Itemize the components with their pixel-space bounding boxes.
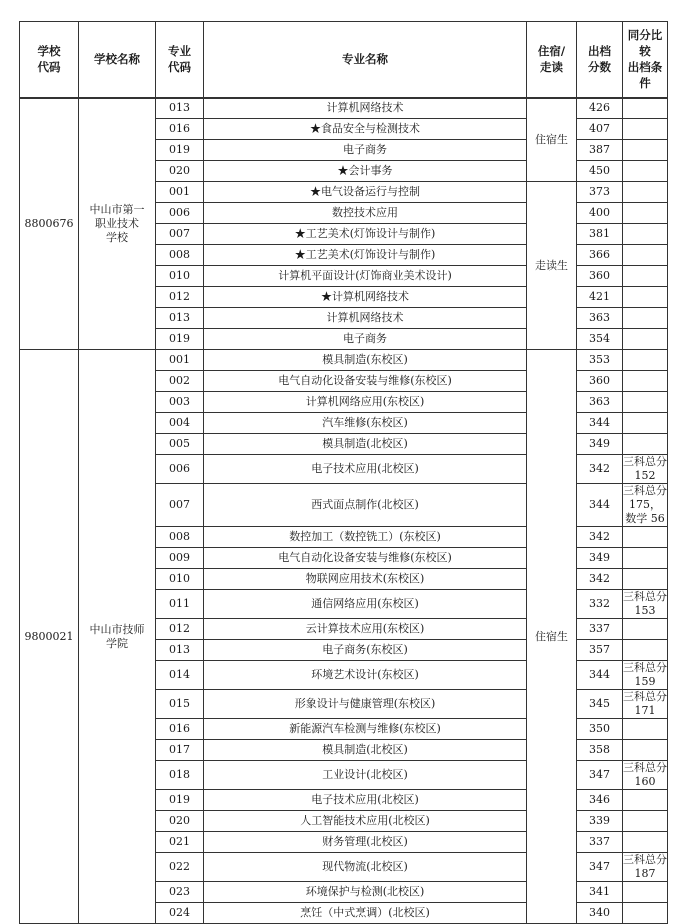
school-name-cell (79, 350, 156, 924)
major-name-cell: 电子技术应用(北校区) (204, 790, 527, 811)
major-code-cell: 006 (156, 455, 204, 484)
condition-cell (623, 619, 668, 640)
score-cell: 344 (577, 413, 623, 434)
score-cell: 400 (577, 203, 623, 224)
condition-cell (623, 392, 668, 413)
major-name-cell: 汽车维修(东校区) (204, 413, 527, 434)
major-code-cell: 013 (156, 98, 204, 119)
major-code-cell: 009 (156, 548, 204, 569)
major-name-cell: 模具制造(北校区) (204, 434, 527, 455)
major-code-cell: 002 (156, 371, 204, 392)
major-code-cell: 023 (156, 882, 204, 903)
major-code-cell: 020 (156, 161, 204, 182)
score-cell: 381 (577, 224, 623, 245)
score-cell: 349 (577, 434, 623, 455)
major-name-cell: 数控加工（数控铣工）(东校区) (204, 527, 527, 548)
boarding-cell: 住宿生 (527, 350, 577, 924)
school-name-line: 学校 (106, 230, 128, 244)
admission-table (19, 21, 668, 924)
condition-cell (623, 224, 668, 245)
major-code-cell: 024 (156, 903, 204, 924)
major-name-cell: 电子技术应用(北校区) (204, 455, 527, 484)
table-body (20, 98, 668, 924)
school-code-cell: 8800676 (20, 98, 79, 350)
major-code-cell: 021 (156, 832, 204, 853)
score-cell: 357 (577, 640, 623, 661)
condition-cell: 三科总分 187 (623, 853, 667, 880)
major-code-cell: 001 (156, 350, 204, 371)
condition-cell: 三科总分 159 (623, 661, 667, 688)
major-name-cell: ★工艺美术(灯饰设计与制作) (204, 245, 527, 266)
major-name-cell: 新能源汽车检测与维修(东校区) (204, 719, 527, 740)
score-cell: 387 (577, 140, 623, 161)
major-name-cell: 烹饪（中式烹调）(北校区) (204, 903, 527, 924)
major-name-cell: 形象设计与健康管理(东校区) (204, 690, 527, 719)
score-cell: 347 (577, 761, 623, 790)
score-cell: 421 (577, 287, 623, 308)
major-code-cell: 008 (156, 245, 204, 266)
major-code-cell: 012 (156, 619, 204, 640)
condition-cell (623, 140, 668, 161)
score-cell: 341 (577, 882, 623, 903)
score-cell: 332 (577, 590, 623, 619)
table-row (20, 98, 668, 119)
major-name-cell: 人工智能技术应用(北校区) (204, 811, 527, 832)
score-cell: 360 (577, 371, 623, 392)
school-name-line: 学院 (106, 636, 128, 650)
major-name-cell: 模具制造(东校区) (204, 350, 527, 371)
condition-cell (623, 119, 668, 140)
header-school-name: 学校名称 (79, 22, 156, 98)
major-code-cell: 020 (156, 811, 204, 832)
boarding-cell: 走读生 (527, 182, 577, 350)
score-cell: 344 (577, 661, 623, 690)
condition-cell (623, 790, 668, 811)
condition-cell (623, 640, 668, 661)
condition-cell: 三科总分 160 (623, 761, 667, 788)
score-cell: 339 (577, 811, 623, 832)
score-cell: 342 (577, 569, 623, 590)
score-cell: 373 (577, 182, 623, 203)
condition-cell (623, 484, 668, 527)
score-cell: 342 (577, 527, 623, 548)
header-school-code: 学校 代码 (20, 22, 79, 98)
condition-cell (623, 266, 668, 287)
major-code-cell: 019 (156, 790, 204, 811)
condition-cell (623, 903, 668, 924)
boarding-cell: 住宿生 (527, 98, 577, 182)
major-name-cell: 电气自动化设备安装与维修(东校区) (204, 371, 527, 392)
major-name-cell: 电子商务(东校区) (204, 640, 527, 661)
major-name-cell: 现代物流(北校区) (204, 853, 527, 882)
condition-cell (623, 329, 668, 350)
major-code-cell: 003 (156, 392, 204, 413)
score-cell: 345 (577, 690, 623, 719)
major-code-cell: 015 (156, 690, 204, 719)
major-name-cell: 数控技术应用 (204, 203, 527, 224)
school-name-line: 中山市第一 (89, 202, 145, 216)
header-score: 出档 分数 (577, 22, 623, 98)
major-name-cell: 计算机网络技术 (204, 308, 527, 329)
major-name-cell: 环境保护与检测(北校区) (204, 882, 527, 903)
score-cell: 450 (577, 161, 623, 182)
condition-cell (623, 832, 668, 853)
school-code-cell: 9800021 (20, 350, 79, 924)
major-code-cell: 016 (156, 119, 204, 140)
score-cell: 426 (577, 98, 623, 119)
major-code-cell: 007 (156, 484, 204, 527)
condition-cell (623, 548, 668, 569)
major-code-cell: 016 (156, 719, 204, 740)
major-code-cell: 006 (156, 203, 204, 224)
major-name-cell: ★食品安全与检测技术 (204, 119, 527, 140)
header-major-code: 专业 代码 (156, 22, 204, 98)
score-cell: 346 (577, 790, 623, 811)
major-name-cell: 计算机平面设计(灯饰商业美术设计) (204, 266, 527, 287)
condition-line: 三科总分 175， (623, 484, 667, 511)
score-cell: 350 (577, 719, 623, 740)
major-name-cell: 物联网应用技术(东校区) (204, 569, 527, 590)
condition-cell (623, 350, 668, 371)
major-code-cell: 019 (156, 329, 204, 350)
school-name-line: 中山市技师 (89, 622, 145, 636)
major-code-cell: 010 (156, 569, 204, 590)
major-name-cell: 财务管理(北校区) (204, 832, 527, 853)
major-name-cell: ★工艺美术(灯饰设计与制作) (204, 224, 527, 245)
condition-cell (623, 371, 668, 392)
major-code-cell: 014 (156, 661, 204, 690)
condition-cell (623, 161, 668, 182)
score-cell: 358 (577, 740, 623, 761)
major-code-cell: 018 (156, 761, 204, 790)
major-code-cell: 017 (156, 740, 204, 761)
table-row (20, 350, 668, 371)
header-major-name: 专业名称 (204, 22, 527, 98)
header-condition: 同分比较 出档条件 (623, 22, 668, 98)
major-code-cell: 001 (156, 182, 204, 203)
score-cell: 342 (577, 455, 623, 484)
major-code-cell: 012 (156, 287, 204, 308)
major-name-cell: 工业设计(北校区) (204, 761, 527, 790)
major-code-cell: 013 (156, 640, 204, 661)
condition-cell (623, 413, 668, 434)
condition-cell (623, 182, 668, 203)
major-name-cell: 云计算技术应用(东校区) (204, 619, 527, 640)
condition-cell: 三科总分 152 (623, 455, 667, 482)
score-cell: 360 (577, 266, 623, 287)
major-name-cell: ★会计事务 (204, 161, 527, 182)
condition-line: 数学 56 (625, 512, 665, 525)
condition-cell (623, 203, 668, 224)
condition-cell (623, 569, 668, 590)
score-cell: 354 (577, 329, 623, 350)
major-name-cell: ★计算机网络技术 (204, 287, 527, 308)
condition-cell (623, 245, 668, 266)
major-code-cell: 022 (156, 853, 204, 882)
condition-cell: 三科总分 153 (623, 590, 667, 617)
score-cell: 349 (577, 548, 623, 569)
header-boarding: 住宿/ 走读 (527, 22, 577, 98)
major-name-cell: 模具制造(北校区) (204, 740, 527, 761)
condition-cell (623, 740, 668, 761)
score-cell: 340 (577, 903, 623, 924)
score-cell: 366 (577, 245, 623, 266)
score-cell: 347 (577, 853, 623, 882)
major-code-cell: 007 (156, 224, 204, 245)
score-cell: 363 (577, 308, 623, 329)
major-name-cell: 计算机网络应用(东校区) (204, 392, 527, 413)
condition-cell (623, 811, 668, 832)
major-code-cell: 005 (156, 434, 204, 455)
major-name-cell: 电子商务 (204, 140, 527, 161)
condition-cell (623, 98, 668, 119)
school-name-line: 职业技术 (95, 216, 139, 230)
condition-cell: 三科总分 171 (623, 690, 667, 717)
condition-cell (623, 308, 668, 329)
condition-cell (623, 287, 668, 308)
major-name-cell: 通信网络应用(东校区) (204, 590, 527, 619)
condition-cell (623, 527, 668, 548)
score-cell: 337 (577, 619, 623, 640)
major-name-cell: 电气自动化设备安装与维修(东校区) (204, 548, 527, 569)
score-cell: 344 (577, 484, 623, 527)
major-name-cell: 环境艺术设计(东校区) (204, 661, 527, 690)
score-cell: 407 (577, 119, 623, 140)
major-code-cell: 008 (156, 527, 204, 548)
school-name-cell (79, 98, 156, 350)
major-name-cell: ★电气设备运行与控制 (204, 182, 527, 203)
header-row (20, 22, 668, 98)
major-name-cell: 电子商务 (204, 329, 527, 350)
condition-cell (623, 882, 668, 903)
score-cell: 337 (577, 832, 623, 853)
condition-cell (623, 434, 668, 455)
score-cell: 353 (577, 350, 623, 371)
major-name-cell: 计算机网络技术 (204, 98, 527, 119)
major-code-cell: 011 (156, 590, 204, 619)
major-code-cell: 019 (156, 140, 204, 161)
major-code-cell: 010 (156, 266, 204, 287)
major-code-cell: 013 (156, 308, 204, 329)
score-cell: 363 (577, 392, 623, 413)
major-name-cell: 西式面点制作(北校区) (204, 484, 527, 527)
condition-cell (623, 719, 668, 740)
major-code-cell: 004 (156, 413, 204, 434)
